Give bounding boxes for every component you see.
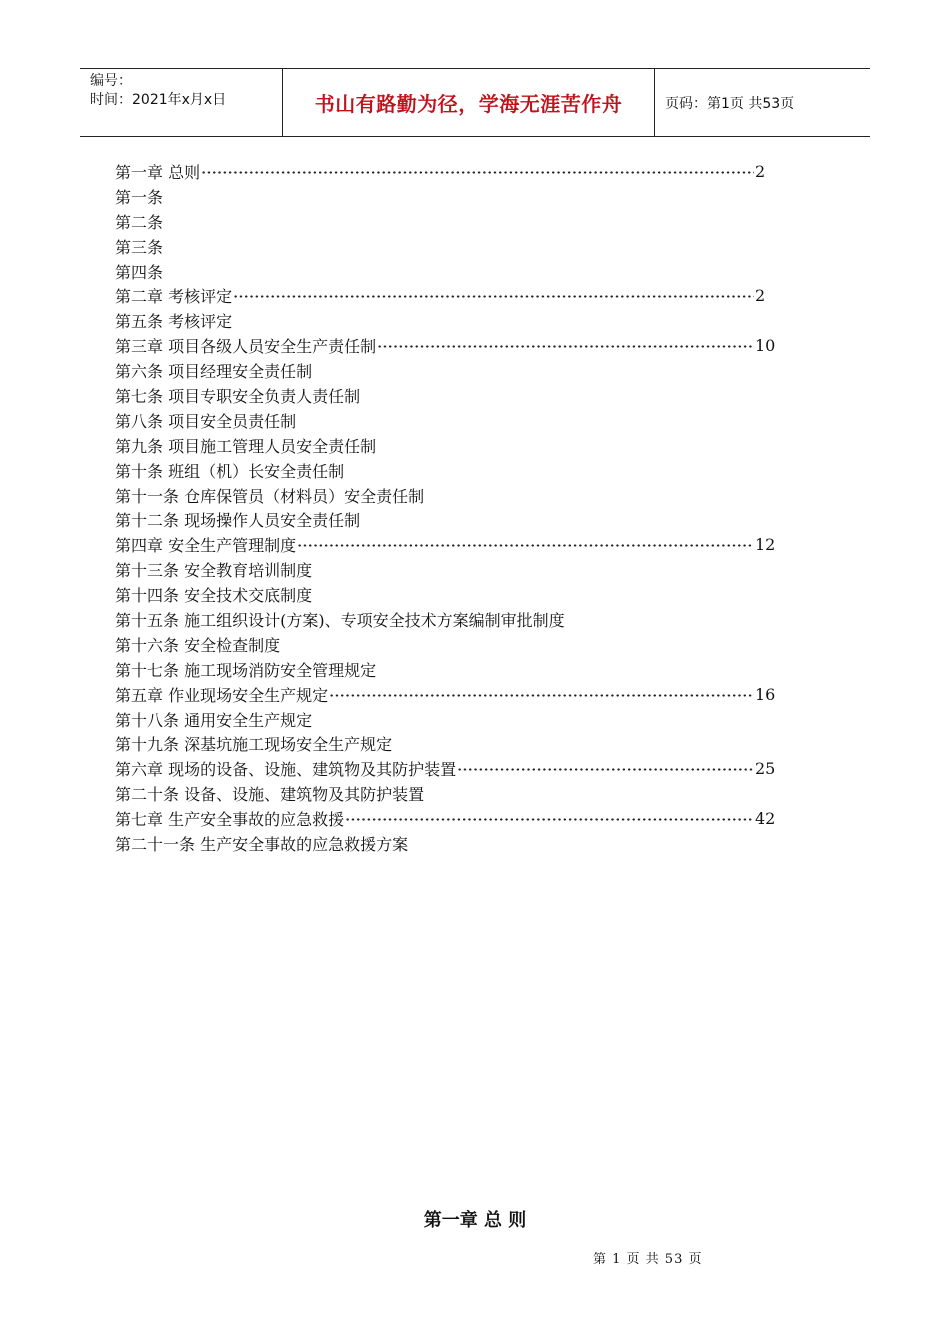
toc-entry-page: 10 xyxy=(755,336,776,356)
toc-entry-label: 第一章 总则 xyxy=(115,162,201,182)
toc-entry[interactable] xyxy=(115,557,775,582)
toc-entry[interactable] xyxy=(115,831,775,856)
toc-entry-label: 第二条 xyxy=(115,212,164,232)
table-of-contents xyxy=(115,159,775,856)
toc-entry-label: 第十八条 通用安全生产规定 xyxy=(115,710,313,730)
toc-entry[interactable] xyxy=(115,682,775,707)
toc-entry[interactable] xyxy=(115,607,775,632)
toc-entry[interactable] xyxy=(115,632,775,657)
toc-entry-label: 第四条 xyxy=(115,262,164,282)
toc-entry-label: 第二章 考核评定 xyxy=(115,287,233,307)
toc-entry[interactable] xyxy=(115,383,775,408)
page-header xyxy=(80,68,870,137)
toc-leader-dots xyxy=(345,818,754,821)
toc-entry-label: 第四章 安全生产管理制度 xyxy=(115,536,297,556)
toc-leader-dots xyxy=(233,295,754,298)
toc-entry[interactable] xyxy=(115,234,775,259)
toc-entry-label: 第三条 xyxy=(115,237,164,257)
toc-entry-label: 第八条 项目安全员责任制 xyxy=(115,411,297,431)
toc-entry-page: 12 xyxy=(755,535,776,555)
toc-entry[interactable] xyxy=(115,283,775,308)
toc-entry[interactable] xyxy=(115,657,775,682)
document-number: 编号： xyxy=(90,73,132,89)
toc-entry[interactable] xyxy=(115,333,775,358)
toc-entry-label: 第十九条 深基坑施工现场安全生产规定 xyxy=(115,735,393,755)
toc-entry[interactable] xyxy=(115,483,775,508)
toc-entry-label: 第六条 项目经理安全责任制 xyxy=(115,362,313,382)
toc-entry[interactable] xyxy=(115,433,775,458)
toc-leader-dots xyxy=(297,544,754,547)
toc-entry[interactable] xyxy=(115,259,775,284)
toc-entry[interactable] xyxy=(115,582,775,607)
toc-entry[interactable] xyxy=(115,308,775,333)
toc-entry-label: 第十二条 现场操作人员安全责任制 xyxy=(115,511,361,531)
toc-entry-label: 第六章 现场的设备、设施、建筑物及其防护装置 xyxy=(115,760,457,780)
toc-entry-label: 第二十条 设备、设施、建筑物及其防护装置 xyxy=(115,785,425,805)
toc-entry-label: 第九条 项目施工管理人员安全责任制 xyxy=(115,436,377,456)
toc-leader-dots xyxy=(329,694,754,697)
toc-entry-label: 第二十一条 生产安全事故的应急救援方案 xyxy=(115,834,409,854)
toc-leader-dots xyxy=(201,171,754,174)
toc-entry-label: 第十六条 安全检查制度 xyxy=(115,635,281,655)
toc-entry[interactable] xyxy=(115,184,775,209)
toc-entry[interactable] xyxy=(115,756,775,781)
toc-entry-label: 第七条 项目专职安全负责人责任制 xyxy=(115,386,361,406)
toc-leader-dots xyxy=(457,768,754,771)
toc-entry-label: 第十四条 安全技术交底制度 xyxy=(115,586,313,606)
toc-entry[interactable] xyxy=(115,707,775,732)
toc-entry-label: 第十一条 仓库保管员（材料员）安全责任制 xyxy=(115,486,425,506)
toc-entry[interactable] xyxy=(115,408,775,433)
toc-entry-label: 第十条 班组（机）长安全责任制 xyxy=(115,461,345,481)
toc-entry-label: 第七章 生产安全事故的应急救援 xyxy=(115,810,345,830)
header-page-info xyxy=(655,69,870,136)
toc-entry-label: 第十五条 施工组织设计(方案)、专项安全技术方案编制审批制度 xyxy=(115,610,565,630)
header-motto: 书山有路勤为径，学海无涯苦作舟 xyxy=(314,92,623,116)
header-page-number: 页码：第1页 共53页 xyxy=(665,95,795,112)
toc-entry-page: 2 xyxy=(755,161,766,181)
toc-entry[interactable] xyxy=(115,458,775,483)
toc-entry[interactable] xyxy=(115,209,775,234)
header-meta xyxy=(80,69,282,136)
toc-entry-page: 16 xyxy=(755,684,776,704)
toc-entry[interactable] xyxy=(115,159,775,184)
toc-entry-page: 2 xyxy=(755,286,766,306)
document-date: 时间：2021年x月x日 xyxy=(90,92,227,108)
toc-entry[interactable] xyxy=(115,731,775,756)
toc-entry-page: 42 xyxy=(755,809,776,829)
toc-entry-label: 第三章 项目各级人员安全生产责任制 xyxy=(115,337,377,357)
toc-entry[interactable] xyxy=(115,781,775,806)
toc-entry-label: 第十七条 施工现场消防安全管理规定 xyxy=(115,660,377,680)
header-motto-cell xyxy=(282,69,655,136)
toc-entry-page: 25 xyxy=(755,759,776,779)
toc-entry-label: 第一条 xyxy=(115,187,164,207)
footer-page-number: 第 1 页 共 53 页 xyxy=(593,1252,703,1267)
toc-entry-label: 第十三条 安全教育培训制度 xyxy=(115,561,313,581)
toc-entry[interactable] xyxy=(115,806,775,831)
toc-entry-label: 第五条 考核评定 xyxy=(115,312,233,332)
toc-leader-dots xyxy=(377,345,754,348)
toc-entry-label: 第五章 作业现场安全生产规定 xyxy=(115,685,329,705)
toc-entry[interactable] xyxy=(115,507,775,532)
chapter-heading: 第一章 总 则 xyxy=(423,1210,527,1231)
toc-entry[interactable] xyxy=(115,358,775,383)
toc-entry[interactable] xyxy=(115,532,775,557)
